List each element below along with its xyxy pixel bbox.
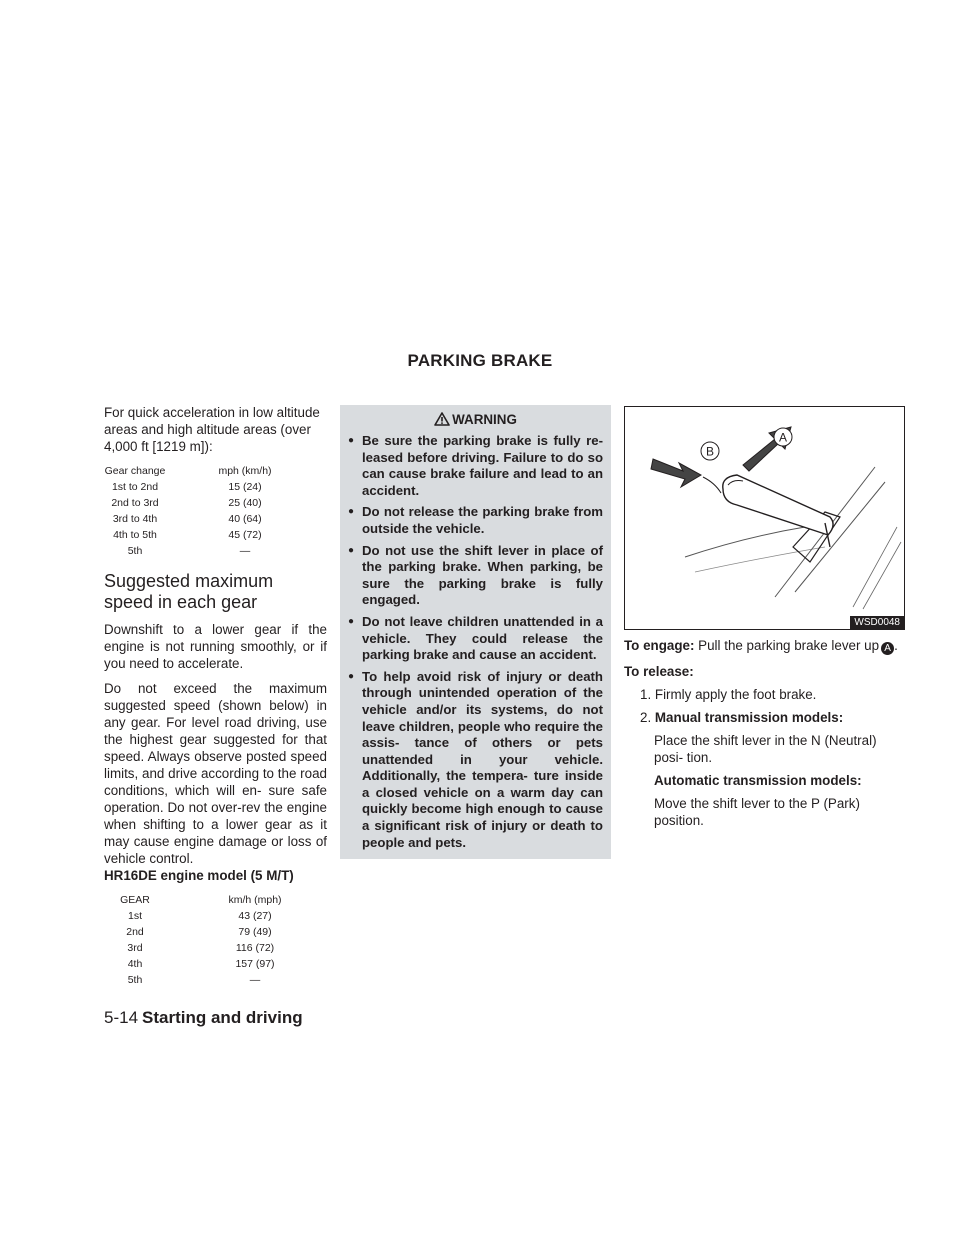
warning-item: ● To help avoid risk of injury or death through unintended operation of the vehicle and/or its systems, do not leave children, people who require the assis- tance of others or pets unattended in your vehicle. Additionally, the tempera- ture inside a closed vehicle on a warm day can quickly become high enough to cause a significant risk of injury or death to people and pets. bbox=[348, 669, 603, 852]
chapter-title: Starting and driving bbox=[142, 1008, 303, 1027]
warning-item: ● Do not release the parking brake from outside the vehicle. bbox=[348, 504, 603, 537]
table-header: GEAR bbox=[120, 894, 150, 906]
step-subtitle: Automatic transmission models: bbox=[654, 773, 862, 788]
table-row bbox=[80, 511, 300, 527]
table-cell: 15 (24) bbox=[228, 481, 262, 493]
warning-item: ● Do not use the shift lever in place of the parking brake. When parking, be sure the parking brake is fully engaged. bbox=[348, 543, 603, 609]
table-cell: 4th bbox=[127, 958, 143, 970]
table-cell: 2nd to 3rd bbox=[111, 497, 159, 509]
table-cell: 4th to 5th bbox=[113, 529, 157, 541]
callout-a-ref bbox=[881, 642, 894, 655]
table-row bbox=[80, 924, 320, 940]
table-row bbox=[80, 543, 300, 559]
table-header: km/h (mph) bbox=[228, 894, 282, 906]
step-text: Move the shift lever to the P (Park) position. bbox=[654, 796, 860, 828]
callout-a: A bbox=[778, 430, 788, 445]
table-cell: 157 (97) bbox=[235, 958, 275, 970]
release-step-1 bbox=[624, 686, 905, 703]
step-text: Firmly apply the foot brake. bbox=[654, 687, 817, 702]
step-text: Place the shift lever in the N (Neutral) posi- tion. bbox=[654, 733, 877, 765]
table-cell: 79 (49) bbox=[238, 926, 272, 938]
warning-icon bbox=[434, 412, 450, 426]
engine-model-label: HR16DE engine model (5 M/T) bbox=[104, 868, 294, 883]
paragraph: Do not exceed the maximum suggested speed (shown below) in any gear. For level road driving, use the highest gear suggested for that speed. Always observe posted speed limits, and drive according to the road conditions, which will en- sure safe operation. Do not over-rev the engine when shifting to a lower gear as it may cause engine damage or loss of vehicle control. bbox=[104, 681, 327, 866]
table-row bbox=[80, 495, 300, 511]
table-header: Gear change bbox=[104, 465, 166, 477]
warning-heading bbox=[348, 411, 603, 429]
engage-paragraph: To engage: Pull the parking brake lever up A . bbox=[624, 638, 898, 654]
paragraph: Downshift to a lower gear if the engine is not running smoothly, or if you need to accelerate. bbox=[104, 622, 327, 671]
column-middle bbox=[340, 405, 611, 859]
column-right bbox=[624, 637, 905, 829]
step-title: Manual transmission models: bbox=[654, 710, 844, 725]
engage-text: Pull the parking brake lever up bbox=[698, 638, 880, 653]
speed-table bbox=[80, 892, 320, 988]
step-number: 1. bbox=[640, 687, 652, 702]
figure-code: WSD0048 bbox=[850, 616, 904, 629]
table-cell: 3rd bbox=[127, 942, 143, 954]
warning-item: ● Do not leave children unattended in a vehicle. They could release the parking brake and cause an accident. bbox=[348, 614, 603, 664]
table-row bbox=[80, 908, 320, 924]
callout-a-ref-letter: A bbox=[884, 643, 891, 654]
gear-change-table bbox=[80, 463, 300, 559]
table-cell: 3rd to 4th bbox=[112, 513, 158, 525]
parking-brake-figure bbox=[624, 406, 905, 630]
page-number: 5-14 bbox=[104, 1008, 139, 1027]
table-row bbox=[80, 479, 300, 495]
table-cell: 2nd bbox=[126, 926, 144, 938]
table-row bbox=[80, 956, 320, 972]
table-cell: 1st bbox=[127, 910, 142, 922]
warning-title: WARNING bbox=[452, 412, 517, 427]
table-row bbox=[80, 940, 320, 956]
table-cell: 1st to 2nd bbox=[111, 481, 159, 493]
table-cell: — bbox=[249, 974, 261, 986]
warning-item: ● Be sure the parking brake is fully re- leased before driving. Failure to do so can cause brake failure and lead to an accident. bbox=[348, 433, 603, 499]
engage-label: To engage: bbox=[624, 638, 695, 653]
table-row bbox=[80, 527, 300, 543]
callout-b: B bbox=[705, 444, 715, 459]
warning-box bbox=[340, 405, 611, 859]
parking-brake-lever-illustration bbox=[625, 407, 904, 629]
table-cell: 43 (27) bbox=[238, 910, 272, 922]
section-title: PARKING BRAKE bbox=[407, 351, 553, 370]
table-cell: 5th bbox=[127, 974, 143, 986]
release-label: To release: bbox=[624, 664, 694, 679]
warning-list bbox=[348, 433, 603, 851]
table-cell: 40 (64) bbox=[228, 513, 262, 525]
column-left bbox=[104, 404, 327, 988]
subheading: Suggested maximum speed in each gear bbox=[104, 571, 274, 612]
table-cell: 45 (72) bbox=[228, 529, 262, 541]
table-cell: 116 (72) bbox=[235, 942, 275, 954]
table-cell: 25 (40) bbox=[228, 497, 262, 509]
table-cell: 5th bbox=[127, 545, 143, 557]
step-number: 2. bbox=[640, 710, 652, 725]
table-header: mph (km/h) bbox=[218, 465, 272, 477]
table-row bbox=[80, 972, 320, 988]
release-step-2 bbox=[624, 709, 905, 829]
table-cell: — bbox=[239, 545, 251, 557]
intro-paragraph: For quick acceleration in low altitude areas and high altitude areas (over 4,000 ft [1219 m]): bbox=[104, 405, 320, 454]
page-footer bbox=[104, 1008, 303, 1028]
